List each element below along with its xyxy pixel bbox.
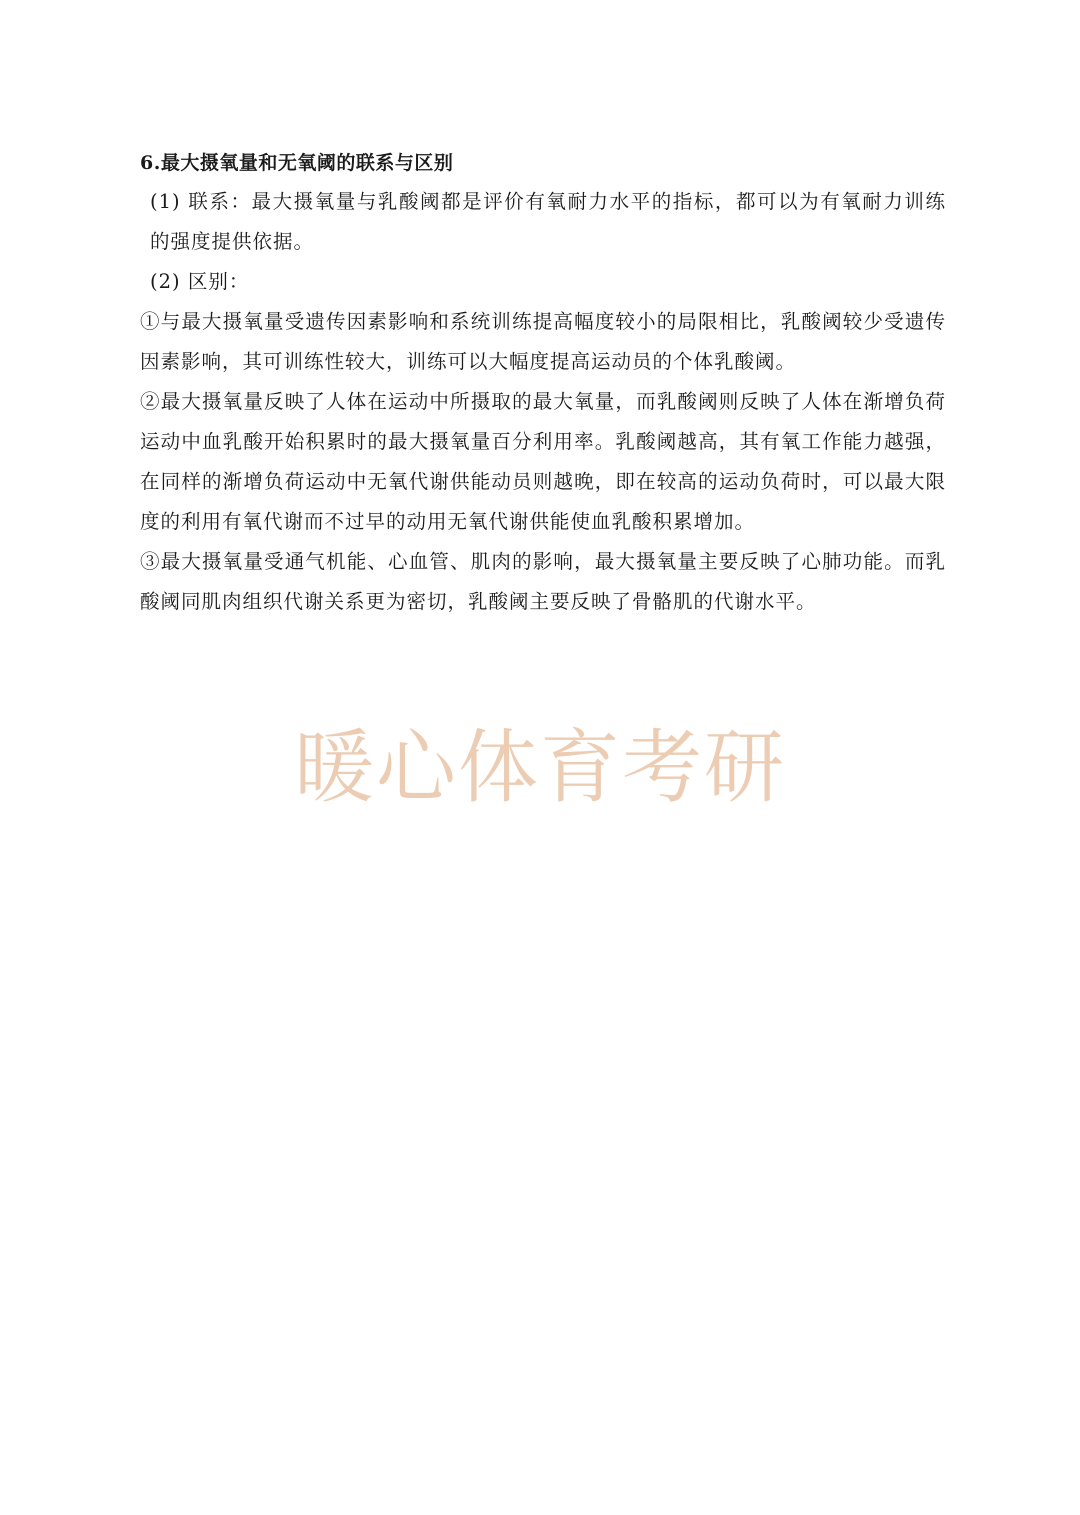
- paragraph-difference-1: ①与最大摄氧量受遗传因素影响和系统训练提高幅度较小的局限相比，乳酸阈较少受遗传因素影响，其可训练性较大，训练可以大幅度提高运动员的个体乳酸阈。: [140, 310, 946, 373]
- paragraph-difference-label: (2) 区别：: [150, 270, 250, 293]
- watermark: 暖心体育考研: [294, 721, 786, 814]
- paragraph-difference-2: ②最大摄氧量反映了人体在运动中所摄取的最大氧量，而乳酸阈则反映了人体在渐增负荷运动中血乳酸开始积累时的最大摄氧量百分利用率。乳酸阈越高，其有氧工作能力越强，在同样的渐增负荷运动中无氧代谢供能动员则越晚，即在较高的运动负荷时，可以最大限度的利用有氧代谢而不过早的动用无氧代谢供能使血乳酸积累增加。: [140, 390, 946, 533]
- section-heading: 6.最大摄氧量和无氧阈的联系与区别: [140, 152, 454, 174]
- paragraph-difference-3: ③最大摄氧量受通气机能、心血管、肌肉的影响，最大摄氧量主要反映了心肺功能。而乳酸阈同肌肉组织代谢关系更为密切，乳酸阈主要反映了骨骼肌的代谢水平。: [140, 550, 946, 613]
- paragraph-relation: (1) 联系：最大摄氧量与乳酸阈都是评价有氧耐力水平的指标，都可以为有氧耐力训练的强度提供依据。: [150, 190, 946, 253]
- document-body: [140, 146, 946, 622]
